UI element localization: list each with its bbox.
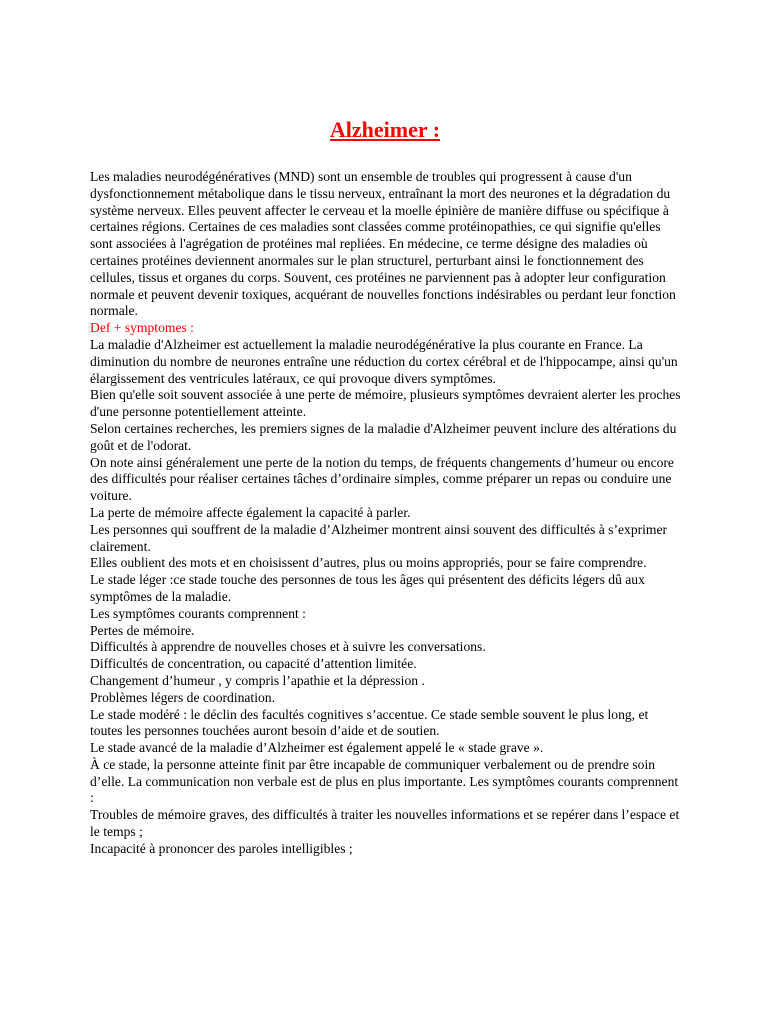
document-body [90, 169, 682, 858]
body-paragraph: La perte de mémoire affecte également la capacité à parler. [90, 504, 411, 520]
body-paragraph: Les personnes qui souffrent de la maladie d’Alzheimer montrent ainsi souvent des difficultés à s’exprimer clairement. [90, 521, 668, 554]
body-paragraph: Le stade léger :ce stade touche des personnes de tous les âges qui présentent des déficits légers dû aux symptômes de la maladie. [90, 572, 645, 604]
body-paragraph: Selon certaines recherches, les premiers signes de la maladie d'Alzheimer peuvent inclure des altérations du goût et de l'odorat. [90, 420, 677, 453]
body-paragraph: Elles oublient des mots et en choisissent d’autres, plus ou moins appropriés, pour se faire comprendre. [90, 555, 647, 571]
body-paragraph: Difficultés à apprendre de nouvelles choses et à suivre les conversations. [90, 639, 486, 655]
body-paragraph: Difficultés de concentration, ou capacité d’attention limitée. [90, 656, 417, 672]
body-paragraph: Problèmes légers de coordination. [90, 689, 275, 705]
section-heading: Def + symptomes : [90, 320, 194, 336]
intro-paragraph: Les maladies neurodégénératives (MND) sont un ensemble de troubles qui progressent à cause d'un dysfonctionnement métabolique dans le tissu nerveux, entraînant la mort des neurones et la dégradation du système nerveux. Elles peuvent affecter le cerveau et la moelle épinière de manière diffuse ou spécifique à certaines régions. Certaines de ces maladies sont classées comme protéinopathies, ce qui signifie qu'elles sont associées à l'agrégation de protéines mal repliées. En médecine, ce terme désigne des maladies où certaines protéines deviennent anormales sur le plan structurel, perturbant ainsi le fonctionnement des cellules, tissus et organes du corps. Souvent, ces protéines ne parviennent pas à adopter leur configuration normale et peuvent devenir toxiques, acquérant de nouvelles fonctions indésirables ou perdant leur fonction normale. [90, 169, 676, 319]
body-paragraph: Changement d’humeur , y compris l’apathie et la dépression . [90, 672, 425, 688]
body-paragraph: Pertes de mémoire. [90, 622, 195, 638]
body-paragraph: Le stade avancé de la maladie d’Alzheimer est également appelé le « stade grave ». [90, 740, 544, 756]
body-paragraph: La maladie d'Alzheimer est actuellement la maladie neurodégénérative la plus courante en France. La diminution du nombre de neurones entraîne une réduction du cortex cérébral et de l'hippocampe, ainsi qu'un élargissement des ventricules latéraux, ce qui provoque divers symptômes. [90, 336, 678, 386]
body-paragraph: Incapacité à prononcer des paroles intelligibles ; [90, 840, 353, 856]
body-paragraph: Les symptômes courants comprennent : [90, 605, 306, 621]
body-paragraph: On note ainsi généralement une perte de la notion du temps, de fréquents changements d’humeur ou encore des difficultés pour réaliser certaines tâches d’ordinaire simples, comme préparer un repas ou conduire une voiture. [90, 454, 674, 504]
body-paragraph: À ce stade, la personne atteinte finit par être incapable de communiquer verbalement ou de prendre soin d’elle. La communication non verbale est de plus en plus importante. Les symptômes courants comprennent : [90, 756, 679, 806]
body-paragraph: Le stade modéré : le déclin des facultés cognitives s’accentue. Ce stade semble souvent le plus long, et toutes les personnes touchées auront besoin d’aide et de soutien. [90, 706, 649, 739]
body-paragraph: Troubles de mémoire graves, des difficultés à traiter les nouvelles informations et se repérer dans l’espace et le temps ; [90, 807, 680, 840]
document-title: Alzheimer : [329, 117, 441, 142]
body-paragraph: Bien qu'elle soit souvent associée à une perte de mémoire, plusieurs symptômes devraient alerter les proches d'une personne potentiellement atteinte. [90, 387, 681, 420]
